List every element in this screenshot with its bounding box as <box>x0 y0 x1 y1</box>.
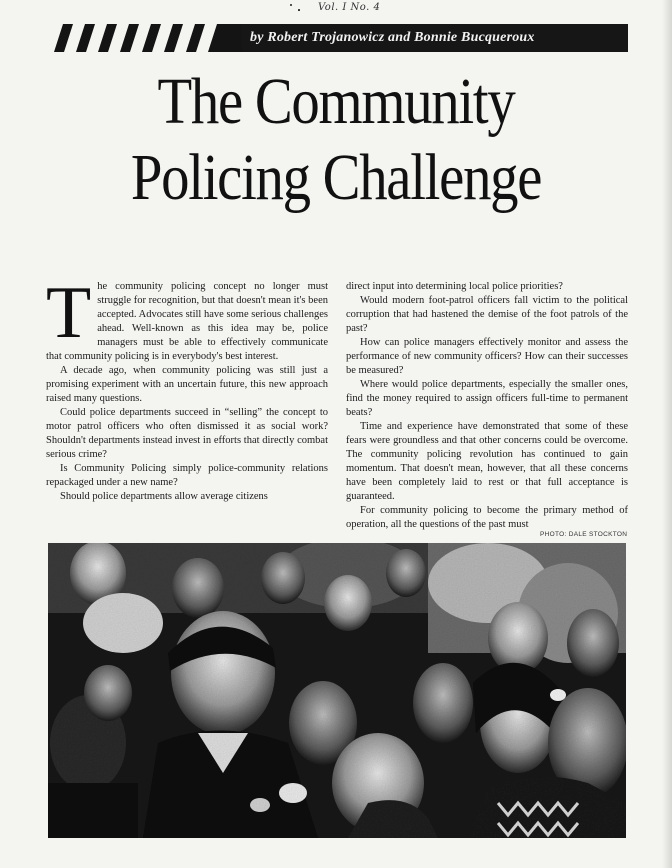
paragraph: Should police departments allow average citizens <box>60 491 268 502</box>
paragraph: Would modern foot-patrol officers fall victim to the political corruption that had hastened the demise of the foot patrols of the past? <box>346 295 628 334</box>
paragraph: A decade ago, when community policing was still just a promising experiment with an uncertain future, this new approach raised many questions. <box>46 365 328 404</box>
scan-speck <box>298 9 300 11</box>
paragraph: direct input into determining local police priorities? <box>346 281 563 292</box>
drop-cap: T <box>46 272 92 354</box>
slash-stripes-decoration <box>46 24 242 52</box>
headline-line-2: Policing Challenge <box>130 141 542 214</box>
paragraph: Where would police departments, especially the smaller ones, find the money required to assign officers full-time to permanent beats? <box>346 379 628 418</box>
scan-speck <box>290 4 292 6</box>
headline-line-1: The Community <box>157 65 515 138</box>
byline-bar <box>46 24 628 52</box>
paragraph: Time and experience have demonstrated that some of these fears were groundless and that other concerns could be overcome. The community policing revolution has continued to gain momentum. That doesn't mean, however, that all these concerns have been completely laid to rest or that full acceptance is guaranteed. <box>346 421 628 502</box>
paragraph: Is Community Policing simply police-community relations repackaged under a new name? <box>46 463 328 488</box>
scan-edge-shadow <box>662 0 672 868</box>
paragraph: Could police departments succeed in “selling” the concept to motor patrol officers who often dismissed it as social work? Shouldn't departments instead invest in efforts that directly combat serious crime? <box>46 407 328 460</box>
article-column-right <box>346 280 628 532</box>
byline-text: by Robert Trojanowicz and Bonnie Bucqueroux <box>242 24 628 52</box>
article-headline <box>47 64 625 216</box>
crowd-photo <box>48 543 626 838</box>
photo-credit: PHOTO: DALE STOCKTON <box>540 531 628 538</box>
crowd-photo-image <box>48 543 626 838</box>
article-column-left <box>46 272 328 504</box>
paragraph: How can police managers effectively monitor and assess the performance of new community officers? How can their successes be measured? <box>346 337 628 376</box>
handwritten-issue-note: Vol. I No. 4 <box>318 2 381 13</box>
paragraph-intro: The community policing concept no longer must struggle for recognition, but that doesn't mean it's been accepted. Advocates still have some serious challenges ahead. Well-known as this idea may be, police managers must be able to effectively communicate that community policing is in everybody's best interest. <box>46 272 328 362</box>
paragraph: For community policing to become the primary method of operation, all the questions of the past must <box>346 505 628 530</box>
